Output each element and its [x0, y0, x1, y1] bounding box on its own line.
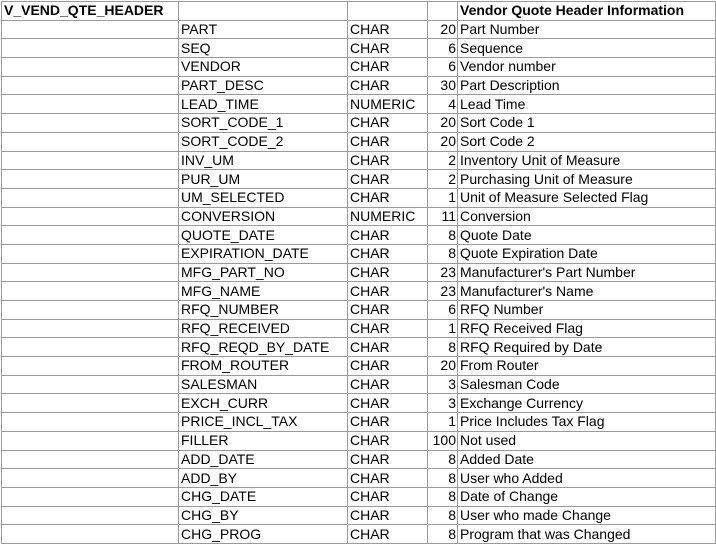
field-row — [2, 487, 716, 506]
field-description-cell[interactable]: Purchasing Unit of Measure — [458, 170, 716, 189]
field-name-cell[interactable]: CONVERSION — [179, 207, 348, 226]
field-row — [2, 170, 716, 189]
empty-cell[interactable] — [428, 2, 458, 21]
field-length-cell[interactable]: 1 — [428, 188, 458, 207]
field-name-cell[interactable]: EXPIRATION_DATE — [179, 244, 348, 263]
field-row — [2, 151, 716, 170]
empty-cell[interactable] — [2, 413, 179, 432]
field-length-cell[interactable]: 11 — [428, 207, 458, 226]
field-length-cell[interactable]: 1 — [428, 413, 458, 432]
field-type-cell[interactable]: CHAR — [348, 338, 428, 357]
field-row — [2, 319, 716, 338]
field-description-cell[interactable]: User who Added — [458, 469, 716, 488]
field-description-cell[interactable]: Inventory Unit of Measure — [458, 151, 716, 170]
field-description-cell[interactable]: Unit of Measure Selected Flag — [458, 188, 716, 207]
field-name-cell[interactable]: FILLER — [179, 431, 348, 450]
empty-cell[interactable] — [2, 76, 179, 95]
field-name-cell[interactable]: EXCH_CURR — [179, 394, 348, 413]
field-length-cell[interactable]: 8 — [428, 487, 458, 506]
field-description-cell[interactable]: Part Description — [458, 76, 716, 95]
field-description-cell[interactable]: Vendor number — [458, 58, 716, 77]
field-type-cell[interactable]: CHAR — [348, 244, 428, 263]
field-type-cell[interactable]: CHAR — [348, 469, 428, 488]
field-length-cell[interactable]: 3 — [428, 394, 458, 413]
empty-cell[interactable] — [2, 487, 179, 506]
empty-cell[interactable] — [2, 263, 179, 282]
empty-cell[interactable] — [2, 506, 179, 525]
field-description-cell[interactable]: Sort Code 2 — [458, 132, 716, 151]
header-row — [2, 2, 716, 21]
field-type-cell[interactable]: CHAR — [348, 20, 428, 39]
empty-cell[interactable] — [2, 20, 179, 39]
field-description-cell[interactable]: Quote Date — [458, 226, 716, 245]
field-row — [2, 469, 716, 488]
field-name-cell[interactable]: ADD_DATE — [179, 450, 348, 469]
empty-cell[interactable] — [2, 207, 179, 226]
field-name-cell[interactable]: SEQ — [179, 39, 348, 58]
field-type-cell[interactable]: CHAR — [348, 151, 428, 170]
empty-cell[interactable] — [2, 394, 179, 413]
field-name-cell[interactable]: CHG_PROG — [179, 525, 348, 544]
field-row — [2, 76, 716, 95]
field-description-cell[interactable]: Salesman Code — [458, 375, 716, 394]
field-row — [2, 282, 716, 301]
field-type-cell[interactable]: CHAR — [348, 319, 428, 338]
field-name-cell[interactable]: MFG_PART_NO — [179, 263, 348, 282]
empty-cell[interactable] — [2, 95, 179, 114]
field-name-cell[interactable]: PRICE_INCL_TAX — [179, 413, 348, 432]
field-description-cell[interactable]: Price Includes Tax Flag — [458, 413, 716, 432]
field-row — [2, 431, 716, 450]
field-type-cell[interactable]: CHAR — [348, 114, 428, 133]
field-row — [2, 244, 716, 263]
field-description-cell[interactable]: User who made Change — [458, 506, 716, 525]
field-row — [2, 450, 716, 469]
field-length-cell[interactable]: 23 — [428, 282, 458, 301]
field-name-cell[interactable]: RFQ_RECEIVED — [179, 319, 348, 338]
empty-cell[interactable] — [2, 338, 179, 357]
field-name-cell[interactable]: INV_UM — [179, 151, 348, 170]
field-description-cell[interactable]: Not used — [458, 431, 716, 450]
empty-cell[interactable] — [2, 244, 179, 263]
field-name-cell[interactable]: ADD_BY — [179, 469, 348, 488]
field-type-cell[interactable]: NUMERIC — [348, 207, 428, 226]
empty-cell[interactable] — [2, 301, 179, 320]
field-description-cell[interactable]: Manufacturer's Part Number — [458, 263, 716, 282]
field-length-cell[interactable]: 2 — [428, 170, 458, 189]
field-length-cell[interactable]: 23 — [428, 263, 458, 282]
field-length-cell[interactable]: 6 — [428, 58, 458, 77]
field-row — [2, 525, 716, 544]
field-type-cell[interactable]: CHAR — [348, 375, 428, 394]
field-description-cell[interactable]: RFQ Number — [458, 301, 716, 320]
field-name-cell[interactable]: QUOTE_DATE — [179, 226, 348, 245]
field-row — [2, 357, 716, 376]
field-type-cell[interactable]: CHAR — [348, 39, 428, 58]
field-row — [2, 506, 716, 525]
field-description-cell[interactable]: Program that was Changed — [458, 525, 716, 544]
field-description-cell[interactable]: Quote Expiration Date — [458, 244, 716, 263]
field-description-cell[interactable]: From Router — [458, 357, 716, 376]
field-name-cell[interactable]: RFQ_NUMBER — [179, 301, 348, 320]
empty-cell[interactable] — [2, 282, 179, 301]
field-description-cell[interactable]: Conversion — [458, 207, 716, 226]
field-length-cell[interactable]: 8 — [428, 338, 458, 357]
field-type-cell[interactable]: CHAR — [348, 357, 428, 376]
field-name-cell[interactable]: CHG_DATE — [179, 487, 348, 506]
field-name-cell[interactable]: FROM_ROUTER — [179, 357, 348, 376]
field-description-cell[interactable]: Exchange Currency — [458, 394, 716, 413]
field-length-cell[interactable]: 20 — [428, 114, 458, 133]
empty-cell[interactable] — [348, 2, 428, 21]
field-length-cell[interactable]: 6 — [428, 39, 458, 58]
field-type-cell[interactable]: CHAR — [348, 282, 428, 301]
field-type-cell[interactable]: CHAR — [348, 263, 428, 282]
empty-cell[interactable] — [2, 170, 179, 189]
empty-cell[interactable] — [2, 39, 179, 58]
field-type-cell[interactable]: CHAR — [348, 226, 428, 245]
field-length-cell[interactable]: 4 — [428, 95, 458, 114]
empty-cell[interactable] — [2, 151, 179, 170]
field-length-cell[interactable]: 20 — [428, 357, 458, 376]
field-length-cell[interactable]: 8 — [428, 525, 458, 544]
field-description-cell[interactable]: Lead Time — [458, 95, 716, 114]
field-name-cell[interactable]: PART_DESC — [179, 76, 348, 95]
field-row — [2, 301, 716, 320]
field-row — [2, 20, 716, 39]
field-description-cell[interactable]: Added Date — [458, 450, 716, 469]
field-name-cell[interactable]: SORT_CODE_1 — [179, 114, 348, 133]
field-length-cell[interactable]: 20 — [428, 132, 458, 151]
field-row — [2, 132, 716, 151]
table-description-cell[interactable]: Vendor Quote Header Information — [458, 2, 716, 21]
field-length-cell[interactable]: 8 — [428, 226, 458, 245]
field-type-cell[interactable]: CHAR — [348, 413, 428, 432]
empty-cell[interactable] — [2, 114, 179, 133]
empty-cell[interactable] — [2, 431, 179, 450]
field-length-cell[interactable]: 8 — [428, 506, 458, 525]
table-name-cell[interactable]: V_VEND_QTE_HEADER — [2, 2, 179, 21]
field-description-cell[interactable]: Date of Change — [458, 487, 716, 506]
field-length-cell[interactable]: 8 — [428, 469, 458, 488]
field-type-cell[interactable]: CHAR — [348, 506, 428, 525]
field-description-cell[interactable]: Manufacturer's Name — [458, 282, 716, 301]
field-length-cell[interactable]: 3 — [428, 375, 458, 394]
empty-cell[interactable] — [2, 469, 179, 488]
field-type-cell[interactable]: CHAR — [348, 58, 428, 77]
field-length-cell[interactable]: 8 — [428, 450, 458, 469]
field-row — [2, 226, 716, 245]
field-description-cell[interactable]: RFQ Required by Date — [458, 338, 716, 357]
empty-cell[interactable] — [2, 525, 179, 544]
field-row — [2, 263, 716, 282]
field-name-cell[interactable]: UM_SELECTED — [179, 188, 348, 207]
field-type-cell[interactable]: CHAR — [348, 132, 428, 151]
field-row — [2, 413, 716, 432]
field-length-cell[interactable]: 1 — [428, 319, 458, 338]
field-type-cell[interactable]: CHAR — [348, 525, 428, 544]
empty-cell[interactable] — [2, 450, 179, 469]
field-row — [2, 95, 716, 114]
field-length-cell[interactable]: 2 — [428, 151, 458, 170]
field-row — [2, 58, 716, 77]
field-name-cell[interactable]: MFG_NAME — [179, 282, 348, 301]
field-row — [2, 114, 716, 133]
field-name-cell[interactable]: RFQ_REQD_BY_DATE — [179, 338, 348, 357]
empty-cell[interactable] — [2, 319, 179, 338]
table-body — [2, 2, 716, 544]
empty-cell[interactable] — [179, 2, 348, 21]
empty-cell[interactable] — [2, 357, 179, 376]
field-type-cell[interactable]: NUMERIC — [348, 95, 428, 114]
field-length-cell[interactable]: 100 — [428, 431, 458, 450]
field-length-cell[interactable]: 6 — [428, 301, 458, 320]
field-length-cell[interactable]: 8 — [428, 244, 458, 263]
empty-cell[interactable] — [2, 58, 179, 77]
field-description-cell[interactable]: RFQ Received Flag — [458, 319, 716, 338]
field-name-cell[interactable]: VENDOR — [179, 58, 348, 77]
field-description-cell[interactable]: Sort Code 1 — [458, 114, 716, 133]
field-length-cell[interactable]: 30 — [428, 76, 458, 95]
empty-cell[interactable] — [2, 375, 179, 394]
field-row — [2, 207, 716, 226]
field-name-cell[interactable]: CHG_BY — [179, 506, 348, 525]
field-type-cell[interactable]: CHAR — [348, 170, 428, 189]
empty-cell[interactable] — [2, 188, 179, 207]
field-type-cell[interactable]: CHAR — [348, 301, 428, 320]
table-spec-grid — [1, 1, 716, 544]
field-type-cell[interactable]: CHAR — [348, 431, 428, 450]
field-type-cell[interactable]: CHAR — [348, 487, 428, 506]
field-name-cell[interactable]: SALESMAN — [179, 375, 348, 394]
field-length-cell[interactable]: 20 — [428, 20, 458, 39]
field-name-cell[interactable]: PUR_UM — [179, 170, 348, 189]
empty-cell[interactable] — [2, 132, 179, 151]
field-row — [2, 394, 716, 413]
field-row — [2, 338, 716, 357]
field-type-cell[interactable]: CHAR — [348, 188, 428, 207]
field-name-cell[interactable]: PART — [179, 20, 348, 39]
field-row — [2, 375, 716, 394]
field-row — [2, 39, 716, 58]
field-description-cell[interactable]: Part Number — [458, 20, 716, 39]
empty-cell[interactable] — [2, 226, 179, 245]
field-description-cell[interactable]: Sequence — [458, 39, 716, 58]
field-type-cell[interactable]: CHAR — [348, 394, 428, 413]
field-type-cell[interactable]: CHAR — [348, 76, 428, 95]
field-name-cell[interactable]: SORT_CODE_2 — [179, 132, 348, 151]
field-type-cell[interactable]: CHAR — [348, 450, 428, 469]
field-name-cell[interactable]: LEAD_TIME — [179, 95, 348, 114]
field-row — [2, 188, 716, 207]
